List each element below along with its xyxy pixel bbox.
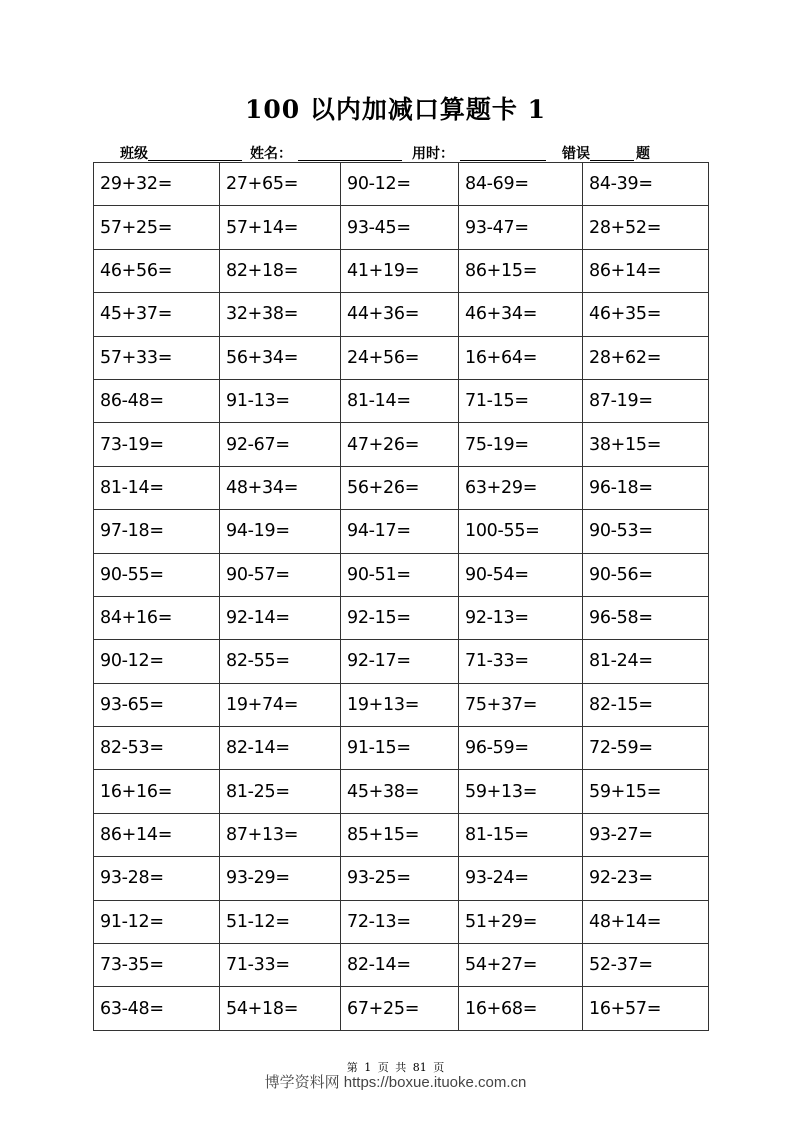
problem-cell: 16+16= (94, 770, 220, 813)
table-row (94, 510, 709, 553)
watermark: 博学资料网 https://boxue.ituoke.com.cn (264, 1074, 527, 1091)
problem-cell: 29+32= (94, 163, 220, 206)
problem-table (93, 162, 709, 1031)
problem-cell: 82-55= (220, 640, 341, 683)
problem-cell: 93-47= (459, 206, 583, 249)
problem-cell: 72-13= (341, 900, 459, 943)
problem-cell: 90-12= (341, 163, 459, 206)
problem-cell: 59+15= (583, 770, 709, 813)
table-row (94, 683, 709, 726)
problem-cell: 93-24= (459, 857, 583, 900)
problem-cell: 38+15= (583, 423, 709, 466)
problem-cell: 93-28= (94, 857, 220, 900)
problem-cell: 57+25= (94, 206, 220, 249)
problem-cell: 97-18= (94, 510, 220, 553)
problem-cell: 51-12= (220, 900, 341, 943)
problem-cell: 92-17= (341, 640, 459, 683)
problem-cell: 71-33= (459, 640, 583, 683)
problem-cell: 71-33= (220, 944, 341, 987)
problem-cell: 93-65= (94, 683, 220, 726)
problem-cell: 92-23= (583, 857, 709, 900)
problem-cell: 91-15= (341, 727, 459, 770)
problem-cell: 71-15= (459, 379, 583, 422)
problem-cell: 28+52= (583, 206, 709, 249)
table-row (94, 249, 709, 292)
problem-cell: 45+38= (341, 770, 459, 813)
problem-cell: 82-15= (583, 683, 709, 726)
problem-cell: 52-37= (583, 944, 709, 987)
problem-cell: 92-15= (341, 596, 459, 639)
problem-cell: 81-24= (583, 640, 709, 683)
problem-cell: 93-27= (583, 813, 709, 856)
problem-cell: 90-12= (94, 640, 220, 683)
problem-cell: 47+26= (341, 423, 459, 466)
problem-cell: 93-29= (220, 857, 341, 900)
table-row (94, 206, 709, 249)
problem-cell: 96-58= (583, 596, 709, 639)
problem-cell: 84+16= (94, 596, 220, 639)
problem-cell: 90-55= (94, 553, 220, 596)
problem-cell: 32+38= (220, 293, 341, 336)
problem-cell: 84-69= (459, 163, 583, 206)
class-blank (148, 146, 242, 161)
table-row (94, 466, 709, 509)
problem-cell: 54+27= (459, 944, 583, 987)
problem-cell: 56+26= (341, 466, 459, 509)
problem-cell: 73-35= (94, 944, 220, 987)
problem-cell: 92-13= (459, 596, 583, 639)
page-title: 100 以内加减口算题卡 1 (245, 95, 546, 124)
problem-cell: 59+13= (459, 770, 583, 813)
table-row (94, 163, 709, 206)
table-row (94, 640, 709, 683)
problem-cell: 57+33= (94, 336, 220, 379)
table-row (94, 813, 709, 856)
problem-cell: 86+14= (94, 813, 220, 856)
problem-cell: 84-39= (583, 163, 709, 206)
problem-cell: 44+36= (341, 293, 459, 336)
problem-cell: 75+37= (459, 683, 583, 726)
table-row (94, 857, 709, 900)
problem-cell: 90-57= (220, 553, 341, 596)
problem-cell: 93-45= (341, 206, 459, 249)
time-label: 用时： (412, 145, 454, 161)
problem-cell: 41+19= (341, 249, 459, 292)
problem-cell: 91-12= (94, 900, 220, 943)
problem-cell: 81-14= (341, 379, 459, 422)
problem-cell: 90-56= (583, 553, 709, 596)
problem-cell: 87-19= (583, 379, 709, 422)
table-row (94, 553, 709, 596)
problem-cell: 94-17= (341, 510, 459, 553)
student-info-line (120, 143, 650, 163)
class-label: 班级 (120, 145, 148, 161)
problem-cell: 92-14= (220, 596, 341, 639)
problem-cell: 72-59= (583, 727, 709, 770)
problem-cell: 82-14= (220, 727, 341, 770)
problem-cell: 67+25= (341, 987, 459, 1030)
problem-cell: 90-53= (583, 510, 709, 553)
table-row (94, 423, 709, 466)
problem-cell: 46+56= (94, 249, 220, 292)
problem-cell: 86-48= (94, 379, 220, 422)
problem-cell: 87+13= (220, 813, 341, 856)
problem-cell: 82-53= (94, 727, 220, 770)
problem-cell: 85+15= (341, 813, 459, 856)
errors-suffix: 题 (636, 145, 650, 161)
problem-cell: 100-55= (459, 510, 583, 553)
problem-cell: 90-51= (341, 553, 459, 596)
problem-cell: 27+65= (220, 163, 341, 206)
problem-cell: 86+14= (583, 249, 709, 292)
problem-cell: 82-14= (341, 944, 459, 987)
problem-cell: 90-54= (459, 553, 583, 596)
problem-cell: 19+74= (220, 683, 341, 726)
time-blank (460, 146, 546, 161)
problem-cell: 24+56= (341, 336, 459, 379)
problem-cell: 54+18= (220, 987, 341, 1030)
problem-cell: 46+35= (583, 293, 709, 336)
problem-cell: 82+18= (220, 249, 341, 292)
problem-cell: 63+29= (459, 466, 583, 509)
problem-cell: 92-67= (220, 423, 341, 466)
problem-cell: 48+14= (583, 900, 709, 943)
errors-blank (590, 146, 634, 161)
problem-cell: 45+37= (94, 293, 220, 336)
problem-cell: 93-25= (341, 857, 459, 900)
table-row (94, 379, 709, 422)
table-row (94, 770, 709, 813)
name-label: 姓名： (250, 145, 292, 161)
problem-cell: 81-15= (459, 813, 583, 856)
problem-cell: 46+34= (459, 293, 583, 336)
problem-cell: 75-19= (459, 423, 583, 466)
table-row (94, 336, 709, 379)
problem-cell: 19+13= (341, 683, 459, 726)
table-row (94, 944, 709, 987)
table-row (94, 987, 709, 1030)
problem-cell: 56+34= (220, 336, 341, 379)
page-number: 第 1 页 共 81 页 (346, 1061, 445, 1074)
problem-cell: 96-59= (459, 727, 583, 770)
name-blank (298, 146, 402, 161)
errors-label: 错误 (562, 145, 590, 161)
problem-cell: 81-14= (94, 466, 220, 509)
table-row (94, 900, 709, 943)
problem-cell: 63-48= (94, 987, 220, 1030)
table-row (94, 293, 709, 336)
problem-cell: 16+64= (459, 336, 583, 379)
problem-cell: 51+29= (459, 900, 583, 943)
problem-cell: 73-19= (94, 423, 220, 466)
problem-cell: 16+68= (459, 987, 583, 1030)
problem-cell: 16+57= (583, 987, 709, 1030)
table-row (94, 727, 709, 770)
problem-cell: 48+34= (220, 466, 341, 509)
problem-cell: 57+14= (220, 206, 341, 249)
table-row (94, 596, 709, 639)
problem-cell: 81-25= (220, 770, 341, 813)
problem-cell: 86+15= (459, 249, 583, 292)
problem-cell: 28+62= (583, 336, 709, 379)
problem-cell: 91-13= (220, 379, 341, 422)
problem-cell: 94-19= (220, 510, 341, 553)
problem-cell: 96-18= (583, 466, 709, 509)
